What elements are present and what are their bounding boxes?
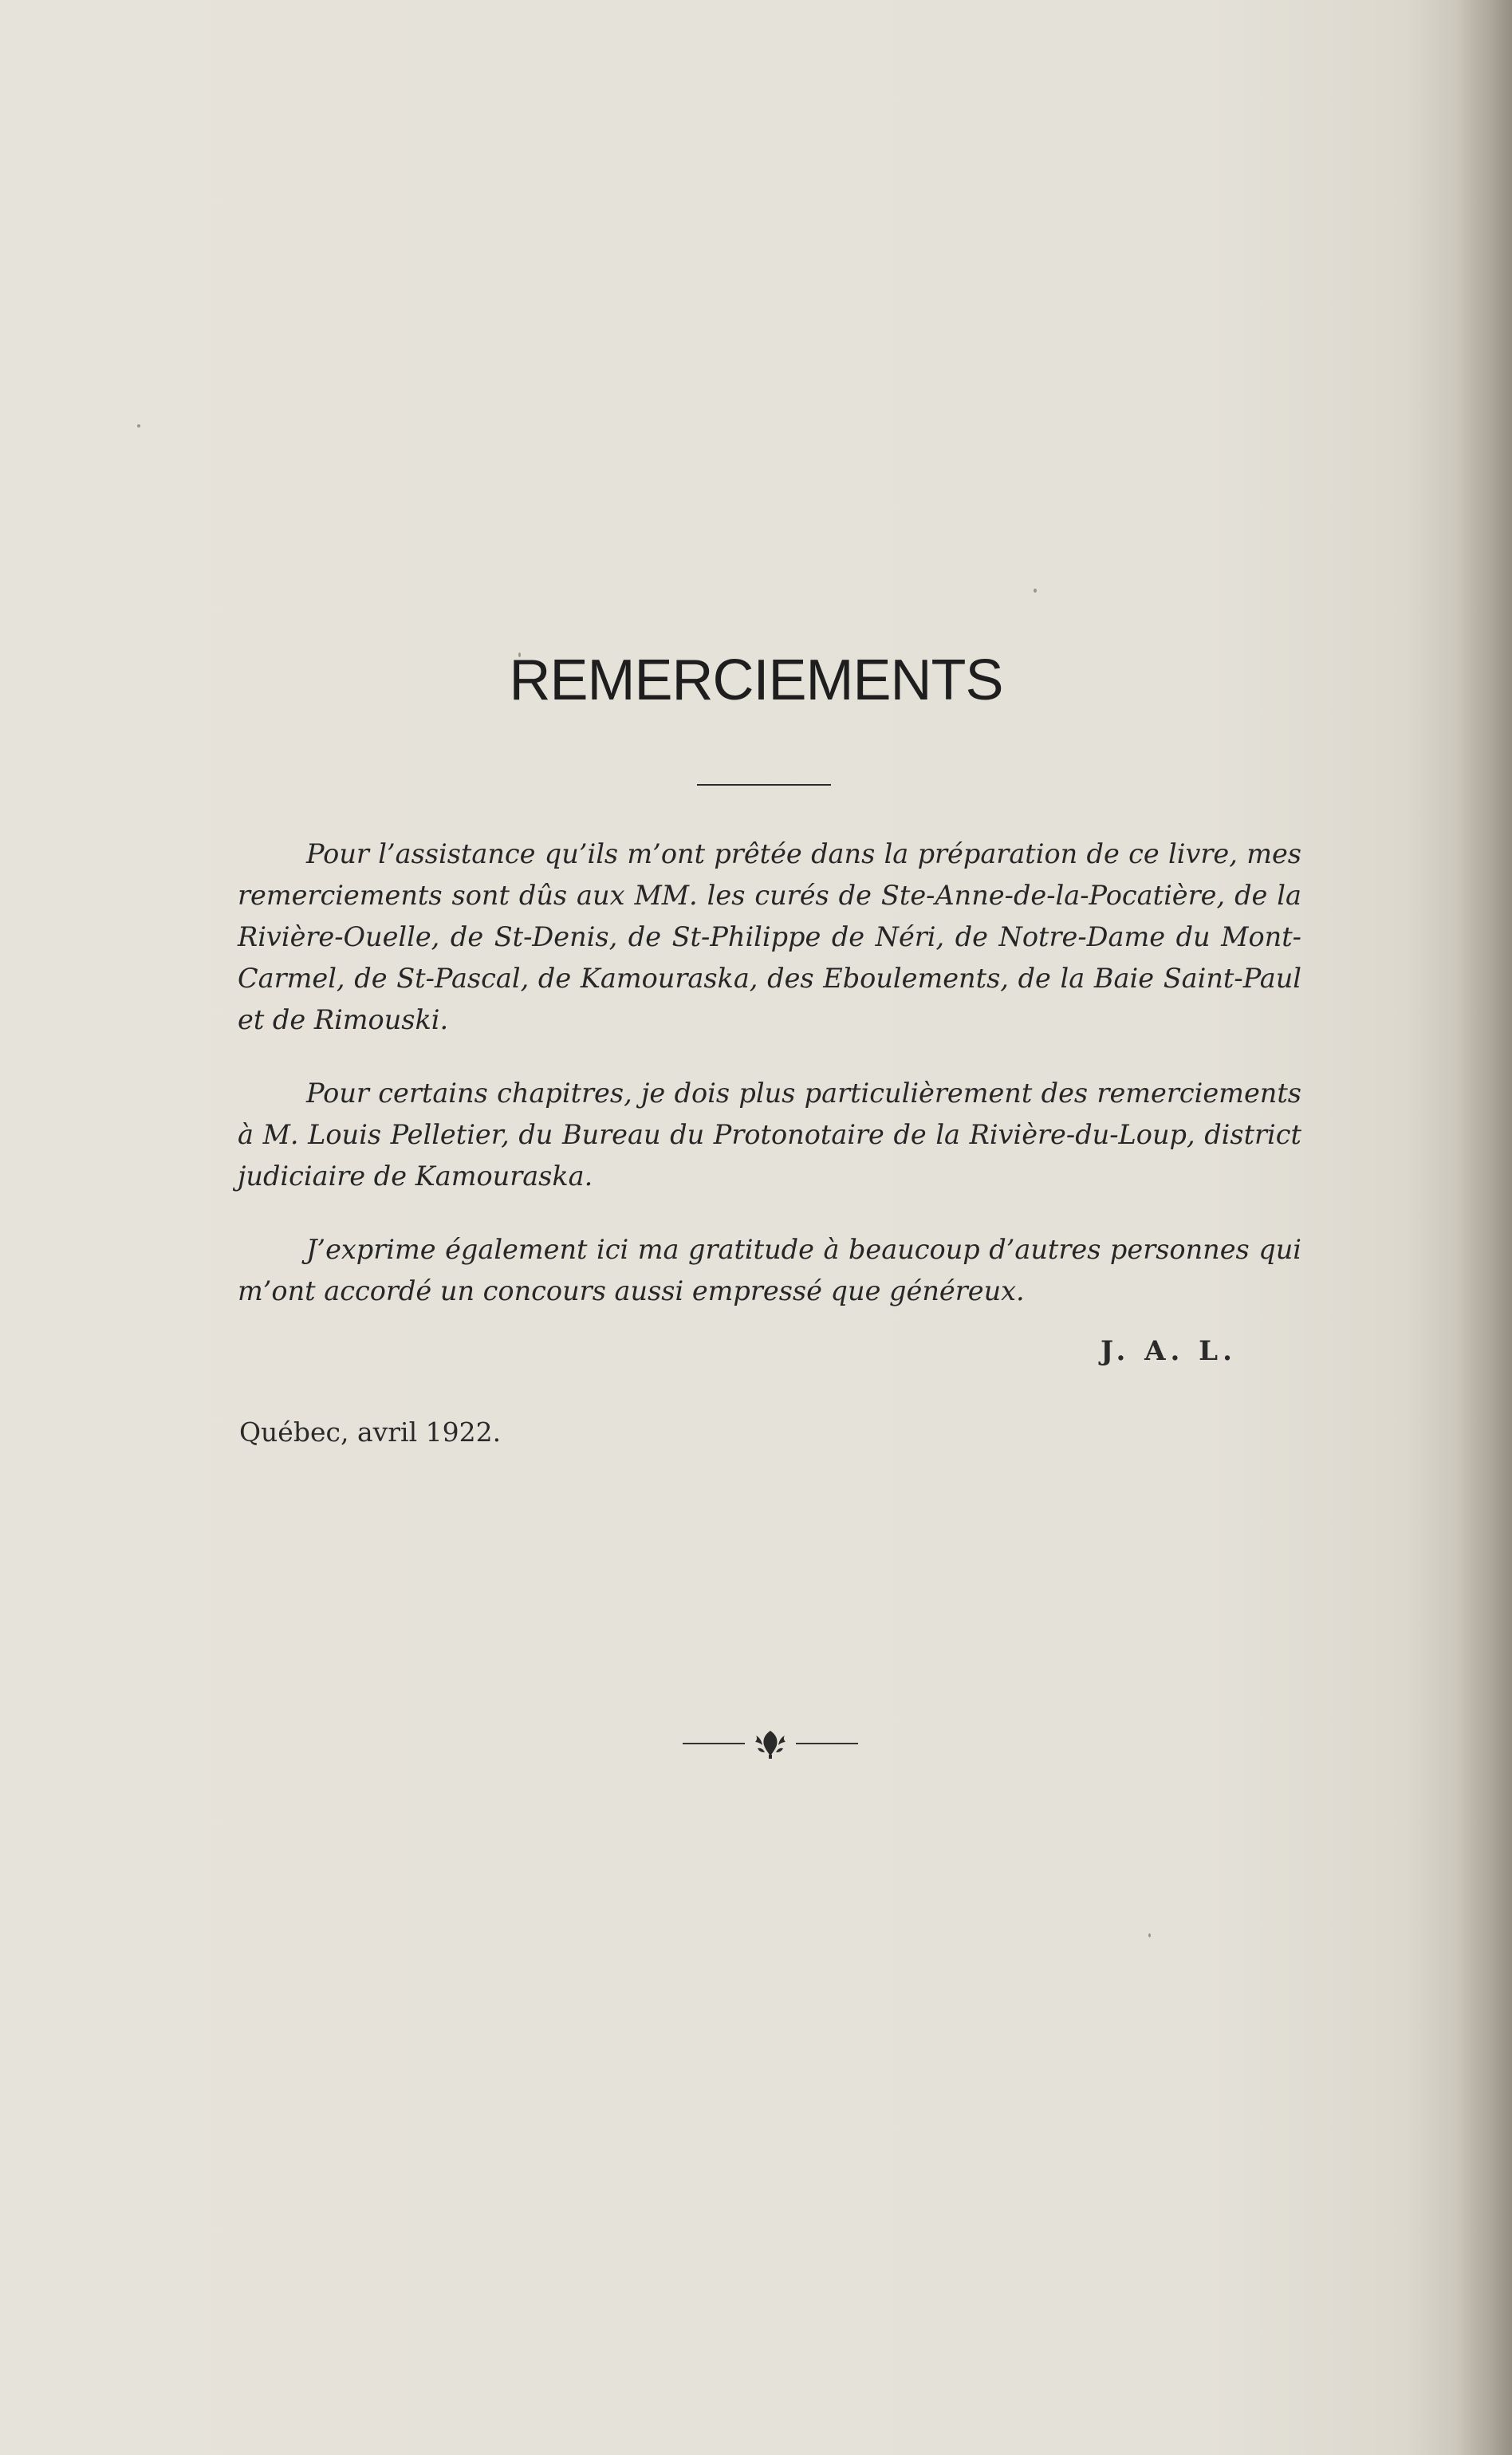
paper-speck [1148, 1933, 1151, 1937]
paper-speck [137, 424, 140, 428]
place-and-date: Québec, avril 1922. [239, 1417, 502, 1448]
paragraph-3: J’exprime également ici ma gratitude à beaucoup d’autres personnes qui m’ont accordé un concours aussi empressé que généreux. [238, 1234, 1301, 1306]
page-right-edge-shadow [1456, 0, 1512, 2455]
paper-speck [1034, 589, 1037, 593]
ornament-line-right [796, 1743, 858, 1744]
page-title: REMERCIEMENTS [509, 648, 1003, 712]
ornament-line-left [683, 1743, 745, 1744]
ornament-divider [683, 1728, 858, 1759]
fleuron-ornament-icon [753, 1728, 788, 1759]
author-initials: J. A. L. [1101, 1335, 1237, 1367]
title-underline-rule [697, 784, 831, 786]
paragraph-1: Pour l’assistance qu’ils m’ont prêtée dans la préparation de ce livre, mes remerciements sont dûs aux MM. les curés de Ste-Anne-de-la-Pocatière, de la Rivière-Ouelle, de St-Denis, de St-Philippe de Néri, de Notre-Dame du Mont-Carmel, de St-Pascal, de Kamouraska, des Eboulements, de la Baie Saint-Paul et de Rimouski. [238, 838, 1301, 1035]
acknowledgements-body [238, 833, 1301, 1344]
paragraph-2: Pour certains chapitres, je dois plus particulièrement des remerciements à M. Louis Pelletier, du Bureau du Protonotaire de la Rivière-du-Loup, district judiciaire de Kamouraska. [238, 1078, 1301, 1192]
